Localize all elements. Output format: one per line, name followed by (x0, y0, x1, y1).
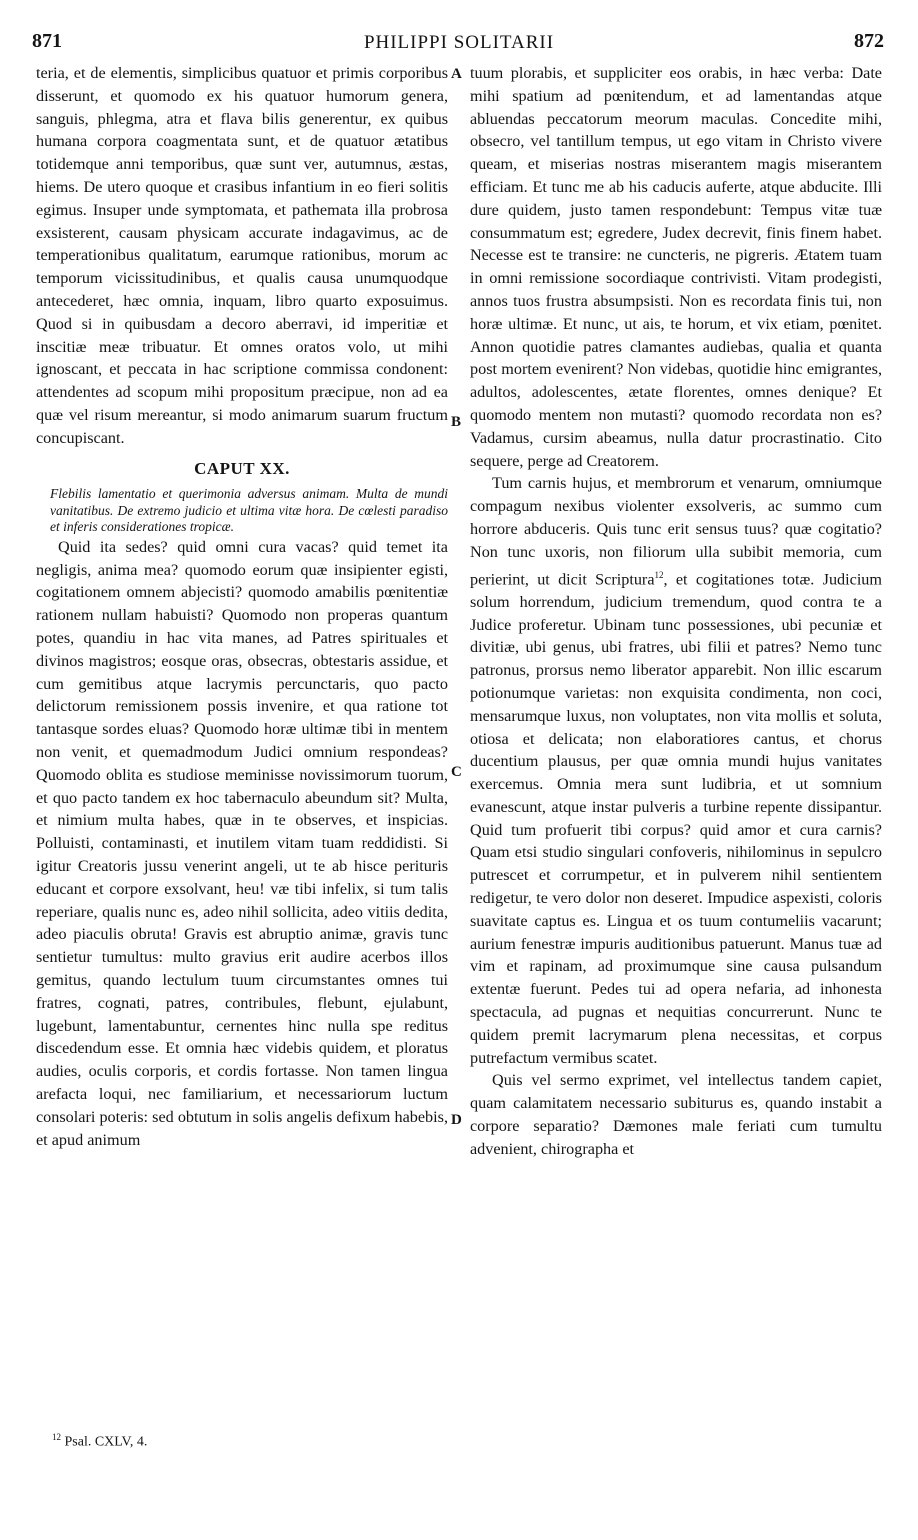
margin-letter-d: D (451, 1112, 462, 1128)
right-paragraph-2-end: , et cogitationes totæ. Judicium solum horrendum, judicium tremendum, quod contra te a Judice proferetur. Ubinam tunc possessiones, ubi pecuniæ et divitiæ, ubi genus, ubi fratres, ubi filii et patres? Nemo tunc patronus, prorsus nemo liberator apparebit. Non illic escarum potionumque varietas: non exquisita condimenta, non coci, mensarumque luxus, non voluptates, non vita mollis et soluta, otiosa et delicata; non elaboratiores cantus, et chorus ducentium plausus, per quæ omnia mundi hujus vanitates exercemus. Omnia mera sunt ludibria, et ut somnium evanescunt, atque instar pulveris a turbine repente dissipantur. Quid tum profuerit tibi corpus? quid amor et cura carnis? Quam etsi studio singulari confoveris, nihilominus in sepulcro putrescet et corrumpetur, et in pulverem nihil sentientem redigetur, te vero dolor non deseret. Impudice aspexisti, coloris suavitate captus es. Lingua et os tuum contumeliis vacarunt; aurium fenestræ impuris auditionibus patuerunt. Manus tuæ ad vim et rapinam, ad proximumque sine causa pulsandum extentæ fuerunt. Pedes tui ad opera nefaria, ad inhonesta spectacula, ad pugnas et nequitias concurrerunt. Nunc te quidem premit lacrymarum plena necessitas, et corpus putrefactum vermibus scatet. (470, 569, 882, 1067)
right-page-number: 872 (854, 30, 884, 52)
footnote-text: Psal. CXLV, 4. (64, 1434, 148, 1450)
margin-letter-b: B (451, 414, 462, 430)
left-column (36, 62, 448, 1151)
footnote-label: 12 (52, 1432, 61, 1442)
left-paragraph-1: teria, et de elementis, simplicibus quatuor et primis corporibus disserunt, et quomodo ex his quatuor humorum genera, sanguis, phlegma, atra et flava bilis generentur, ex quibus humana corpora coagmentata sunt, et de quatuor ætatibus totidemque anni temporibus, quæ sunt ver, autumnus, æstas, hiems. De utero quoque et crasibus infantium in eo fieri solitis egimus. Insuper unde symptomata, et pathemata illa probrosa exsisterent, causam physicam accurate indagavimus, ac de temperationibus qualitatum, earumque rationibus, morum ac temporum vicissitudinibus, et qualis causa unumquodque antecederet, hæc omnia, inquam, libro quarto exposuimus. Quod si in quibusdam a decoro aberravi, id imperitiæ et inscitiæ meæ tribuatur. Et omnes oratos volo, ut mihi ignoscant, et peccata in hac scriptione commissa condonent: attendentes ad scopum mihi propositum præcipue, non ad ea quæ vel risum mereantur, si modo animarum suarum fructum concupiscant. (36, 64, 448, 447)
chapter-title: CAPUT XX. (194, 458, 290, 478)
chapter-summary: Flebilis lamentatio et querimonia adversus animam. Multa de mundi vanitatibus. De extremo judicio et ultima vitæ hora. De cœlesti paradiso et inferis considerationes tropicæ. (50, 486, 448, 535)
right-paragraph-1: tuum plorabis, et suppliciter eos orabis, in hæc verba: Date mihi spatium ad pœnitendum, et ad lamentandas atque abluendas peccatorum meorum maculas. Concedite mihi, obsecro, vel tantillum tempus, ut ego vitam in Christo vivere queam, et miserias nostras miserantem magis miserantem efficiam. Et tunc me ab his caducis auferte, atque abducite. Illi dure quidem, justo tamen respondebunt: Tempus vitæ tuæ consummatum est; egredere, Judex decrevit, finis finem habet. Necesse est te transire: ne cuncteris, ne pigreris. Ætatem tuam in omni remissione socordiaque contrivisti. Vitam prodegisti, annos tuos frustra absumpsisti. Non es recordata finis tui, non horæ ultimæ. Et nunc, ut ais, te horum, et vix etiam, pœnitet. Annon quotidie patres clamantes audiebas, qualia et quanta post mortem evenirent? Non videbas, quotidie hinc emigrantes, adultos, adolescentes, ætate florentes, omnes denique? Et quomodo mentem non mutasti? quomodo recordata non es? Vadamus, cursim abeamus, nulla datur procrastinatio. Cito sequere, perge ad Creatorem. (470, 64, 882, 470)
left-paragraph-2: Quid ita sedes? quid omni cura vacas? quid temet ita negligis, anima mea? quomodo eorum quæ insipienter egisti, cogitationem omnem abjecisti? quomodo amabilis pœnitentiæ rationem nullam habuisti? Quomodo non properas quantum potes, quandiu in hac vita manes, ad Patres spirituales et divinos magistros; eosque oras, obsecras, obtestaris assidue, et cum gemitibus atque lacrymis percunctaris, quo pacto delictorum remissionem possis invenire, et qua ratione tot tantasque sordes eluas? Quomodo horæ ultimæ tibi in mentem non venit, et quemadmodum Judici omnium respondeas? Quomodo oblita es studiose meminisse novissimorum tuorum, et quo pacto tandem ex hoc tabernaculo abeundum sit? Multa, et nimium multa habes, quæ in te observes, et inspicias. Polluisti, contaminasti, et inutilem vitam tuam reddidisti. Si igitur Creatoris jussu venerint angeli, ut te ab hisce perituris educant et corpore exsolvant, heu! væ tibi infelix, si tum talis reperiare, qualis nunc es, adeo nihil sollicita, adeo vitiis dedita, adeo piaculis obruta! Gravis est abruptio animæ, gravis tunc sentietur tumultus: multo gravius erit audire acerbos illos gemitus, quando lectulum tuum circumstantes omnes tui fratres, cognati, patres, contribules, flebunt, ejulabunt, lugebunt, lamentabuntur, cernentes hinc nulla spe reditus discedendum esse. Et omnia hæc videbis quidem, et ploratus audies, oculis corporis, et cordis fortasse. Non tamen lingua arefacta loqui, nec familiarium, et necessariorum luctum consolari poteris: sed obtutum in solis angelis defixum habebis, et apud animum (36, 537, 448, 1149)
footnote-reference: 12 (654, 569, 664, 580)
running-title: PHILIPPI SOLITARII (363, 32, 555, 53)
right-paragraph-3: Quis vel sermo exprimet, vel intellectus tandem capiet, quam calamitatem necessario subiturus es, quando instabit a corpore separatio? Dæmones male feriati cum tumultu advenient, chirographa et (470, 1071, 882, 1158)
right-paragraph-2-start: Tum carnis hujus, et membrorum et venarum, omniumque compagum nexibus violenter exsolveris, ac summo cum horrore abduceris. Quis tunc erit sensus tuus? quæ cogitatio? Non tunc uxoris, non filiorum ulla subibit memoria, cum perierint, ut dicit Scriptura (470, 474, 882, 588)
margin-letter-c: C (451, 764, 462, 780)
left-page-number: 871 (32, 30, 62, 52)
margin-letter-a: A (451, 66, 462, 82)
page-header (0, 30, 918, 64)
right-column (470, 62, 882, 1161)
footnote (52, 1432, 147, 1451)
right-paragraph-2 (470, 472, 882, 1069)
